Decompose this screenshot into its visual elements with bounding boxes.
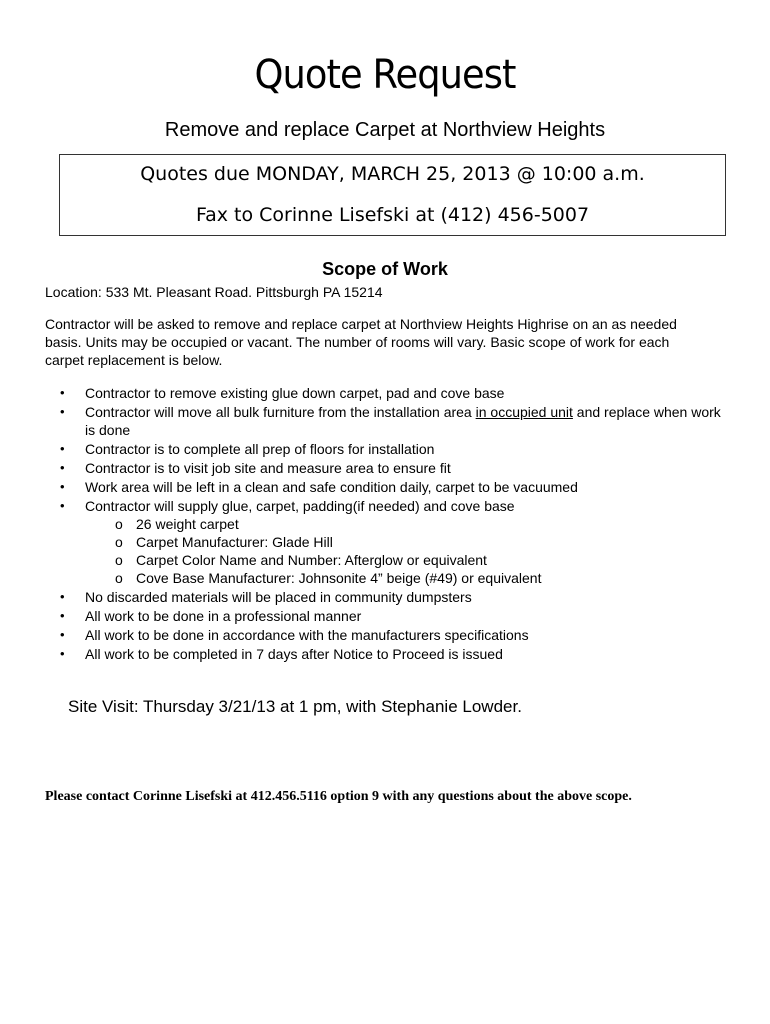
sub-bullet-text: 26 weight carpet xyxy=(136,516,239,532)
contact-text: Please contact Corinne Lisefski at 412.456.5116 option 9 with any questions about the above scope. xyxy=(45,789,632,804)
bullet-item xyxy=(45,384,725,402)
bullet-text: and replace when work is done xyxy=(85,404,721,438)
sub-bullet-text: Carpet Color Name and Number: Afterglow or equivalent xyxy=(136,552,487,568)
bullet-text: All work to be done in accordance with the manufacturers specifications xyxy=(85,627,529,643)
bullet-item xyxy=(45,497,725,587)
circle-bullet-icon: o xyxy=(115,534,123,550)
sub-bullet-item xyxy=(85,569,725,587)
bullet-icon: • xyxy=(60,646,65,661)
sub-bullet-text: Carpet Manufacturer: Glade Hill xyxy=(136,534,333,550)
bullet-icon: • xyxy=(60,608,65,623)
intro-paragraph: Contractor will be asked to remove and replace carpet at Northview Heights Highrise on an as needed basis. Units may be occupied or vacant. The number of rooms will vary. Basic scope of work for each carpet replacement is below. xyxy=(45,316,677,368)
bullet-icon: • xyxy=(60,627,65,642)
circle-bullet-icon: o xyxy=(115,552,123,568)
bullet-icon: • xyxy=(60,479,65,494)
bullet-item xyxy=(45,626,725,644)
bullet-item xyxy=(45,645,725,663)
bullet-icon: • xyxy=(60,589,65,604)
bullet-icon: • xyxy=(60,460,65,475)
bullet-text: All work to be completed in 7 days after Notice to Proceed is issued xyxy=(85,646,503,662)
bullet-text: Contractor will supply glue, carpet, padding(if needed) and cove base xyxy=(85,498,515,514)
bullet-text: No discarded materials will be placed in community dumpsters xyxy=(85,589,472,605)
bullet-underlined-text: in occupied unit xyxy=(475,404,573,420)
site-visit-text: Site Visit: Thursday 3/21/13 at 1 pm, with Stephanie Lowder. xyxy=(68,697,522,716)
bullet-item xyxy=(45,459,725,477)
bullet-icon: • xyxy=(60,441,65,456)
bullet-icon: • xyxy=(60,404,65,419)
bullet-text: Work area will be left in a clean and safe condition daily, carpet to be vacuumed xyxy=(85,479,578,495)
bullet-text: Contractor will move all bulk furniture from the installation area xyxy=(85,404,476,420)
sub-bullet-item xyxy=(85,551,725,569)
location-text: Location: 533 Mt. Pleasant Road. Pittsburgh PA 15214 xyxy=(45,284,383,300)
bullet-item xyxy=(45,607,725,625)
scope-heading: Scope of Work xyxy=(322,259,448,279)
bullet-item xyxy=(45,478,725,496)
quote-due-date: Quotes due MONDAY, MARCH 25, 2013 @ 10:00 a.m. xyxy=(140,163,645,185)
bullet-text: All work to be done in a professional manner xyxy=(85,608,362,624)
bullet-item xyxy=(45,403,725,439)
bullet-item xyxy=(45,588,725,606)
bullet-text: Contractor to remove existing glue down carpet, pad and cove base xyxy=(85,385,505,401)
bullet-icon: • xyxy=(60,385,65,400)
sub-bullet-item xyxy=(85,515,725,533)
bullet-item xyxy=(45,440,725,458)
bullet-text: Contractor is to complete all prep of floors for installation xyxy=(85,441,435,457)
fax-instructions: Fax to Corinne Lisefski at (412) 456-5007 xyxy=(195,204,590,226)
page-subtitle: Remove and replace Carpet at Northview Heights xyxy=(164,119,606,141)
bullet-icon: • xyxy=(60,498,65,513)
page-title: Quote Request xyxy=(254,52,516,98)
bullet-text: Contractor is to visit job site and measure area to ensure fit xyxy=(85,460,451,476)
circle-bullet-icon: o xyxy=(115,516,123,532)
materials-sub-list xyxy=(85,515,725,587)
sub-bullet-text: Cove Base Manufacturer: Johnsonite 4” beige (#49) or equivalent xyxy=(136,570,542,586)
scope-bullet-list xyxy=(45,384,725,664)
quote-due-box xyxy=(59,154,726,236)
circle-bullet-icon: o xyxy=(115,570,123,586)
sub-bullet-item xyxy=(85,533,725,551)
